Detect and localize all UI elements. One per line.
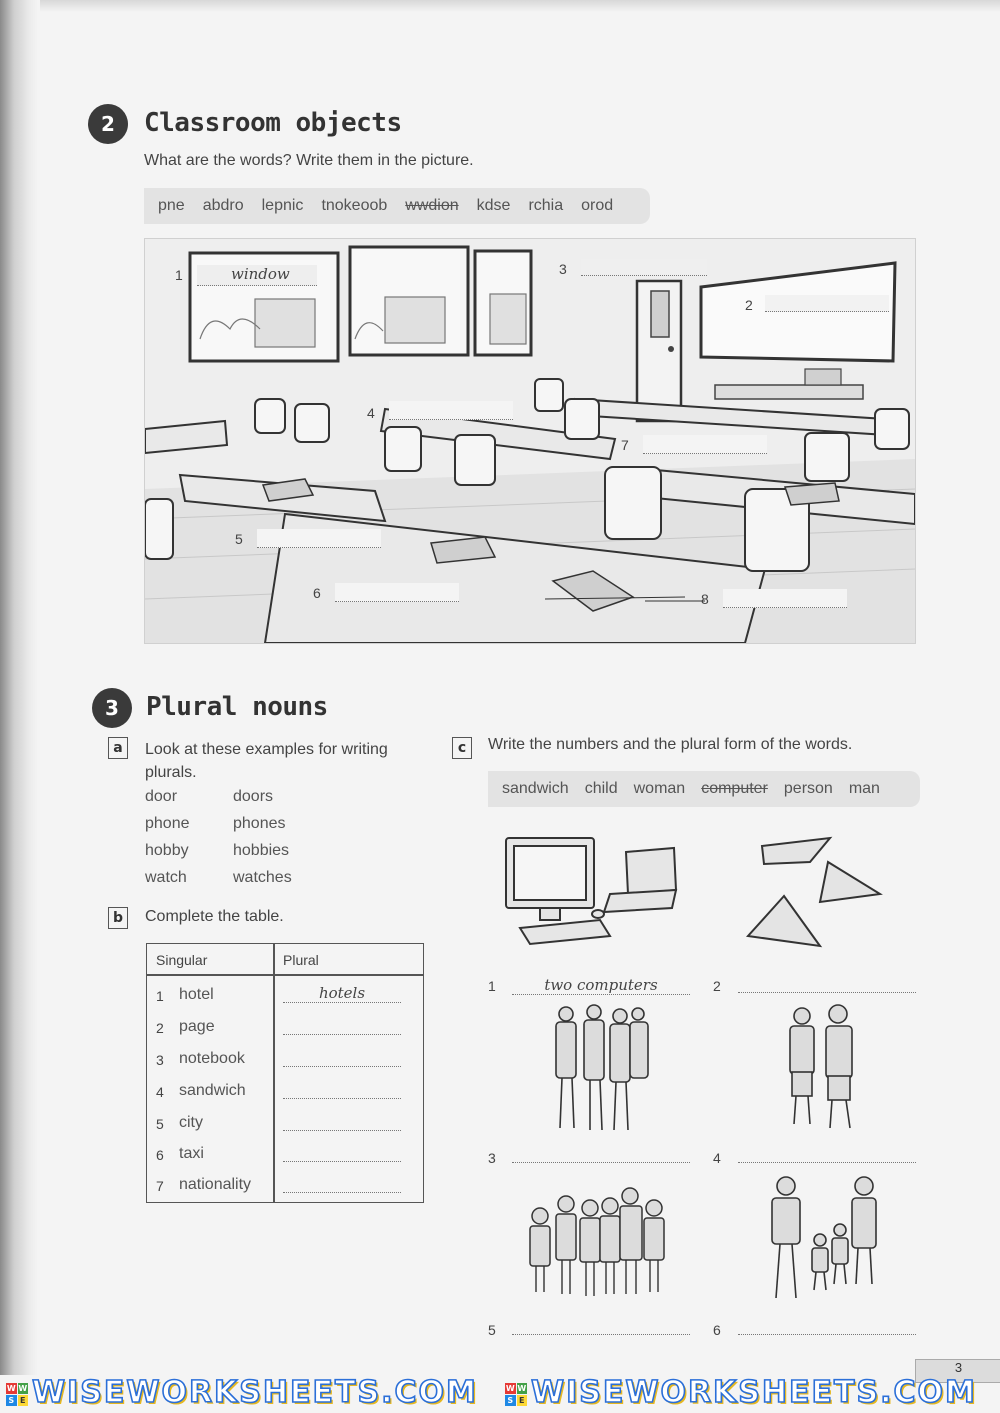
watermark-text: WISEWORKSHEETS.COM (32, 1375, 478, 1410)
picture-number: 5 (488, 1322, 496, 1338)
classroom-label-number: 3 (559, 261, 567, 277)
logo-letter: W (505, 1384, 515, 1393)
table-row (147, 1048, 423, 1078)
picture-answer-blank[interactable] (738, 1146, 916, 1163)
men-picture (550, 1002, 650, 1136)
scan-top-edge (40, 0, 1000, 12)
exercise-c-letter: c (452, 737, 472, 759)
classroom-answer-blank[interactable] (389, 401, 513, 420)
row-answer-example: hotels (318, 984, 366, 1002)
section-2-badge: 2 (88, 104, 128, 144)
row-answer-blank[interactable] (283, 984, 401, 1003)
classroom-label-number: 4 (367, 405, 375, 421)
watermark-bar (0, 1360, 1000, 1413)
exercise-b-letter: b (108, 907, 128, 929)
picture-answer-blank[interactable] (738, 976, 916, 993)
section-3-badge: 3 (92, 688, 132, 728)
row-answer-blank[interactable] (283, 1016, 401, 1035)
table-row (147, 1112, 423, 1142)
example-plural: doors (233, 788, 274, 805)
example-singular: watch (145, 869, 187, 886)
exercise-c-word-box (488, 771, 920, 807)
plural-word: person (783, 780, 833, 797)
section-2-instruction: What are the words? Write them in the picture. (144, 152, 474, 169)
table-row (147, 1080, 423, 1110)
classroom-label-number: 2 (745, 297, 753, 313)
exercise-a-letter: a (108, 737, 128, 759)
classroom-label-number: 7 (621, 437, 629, 453)
classroom-answer-example: window (231, 265, 290, 283)
plural-example-row (145, 869, 345, 896)
picture-answer-example: two computers (544, 976, 658, 994)
table-header-singular: Singular (156, 952, 208, 968)
row-number: 7 (156, 1178, 164, 1194)
row-answer-blank[interactable] (283, 1112, 401, 1131)
plural-table (146, 943, 424, 1203)
logo-letter: E (517, 1395, 528, 1406)
row-number: 5 (156, 1116, 164, 1132)
computers-picture (500, 832, 680, 956)
scrambled-word: rchia (528, 197, 564, 214)
classroom-answer-blank[interactable] (765, 295, 889, 312)
page-number: 3 (915, 1359, 1000, 1383)
picture-number: 2 (713, 978, 721, 994)
exercise-a-instruction: Look at these examples for writing plurals. (145, 741, 388, 781)
row-answer-blank[interactable] (283, 1080, 401, 1099)
wiseworksheets-logo-icon (505, 1383, 527, 1405)
row-singular: page (179, 1018, 215, 1035)
plural-word: sandwich (502, 780, 569, 797)
picture-number: 1 (488, 978, 496, 994)
example-plural: hobbies (233, 842, 290, 859)
logo-letter: S (505, 1395, 516, 1406)
plural-word: child (584, 780, 618, 797)
example-singular: hobby (145, 842, 189, 859)
logo-letter: E (18, 1395, 29, 1406)
plural-examples (145, 788, 345, 896)
picture-answer-blank[interactable] (738, 1318, 916, 1335)
picture-number: 3 (488, 1150, 496, 1166)
row-number: 1 (156, 988, 164, 1004)
example-plural: watches (233, 869, 292, 886)
section-2-title: Classroom objects (144, 108, 402, 138)
picture-answer-blank[interactable] (512, 976, 690, 995)
classroom-answer-blank[interactable] (723, 589, 847, 608)
scrambled-word: abdro (202, 197, 244, 214)
plural-example-row (145, 815, 345, 842)
plural-example-row (145, 842, 345, 869)
sandwiches-picture (740, 832, 890, 956)
women-picture (780, 1002, 870, 1136)
logo-letter: S (6, 1395, 17, 1406)
page-binding-shadow (0, 0, 38, 1413)
table-header-plural: Plural (283, 952, 319, 968)
classroom-answer-blank[interactable] (581, 259, 707, 276)
classroom-label-number: 8 (701, 591, 709, 607)
example-singular: phone (145, 815, 190, 832)
scrambled-word: lepnic (261, 197, 304, 214)
example-plural: phones (233, 815, 286, 832)
table-row (147, 984, 423, 1014)
scrambled-word: pne (158, 197, 185, 214)
table-row (147, 1174, 423, 1200)
wiseworksheets-logo-icon (6, 1383, 28, 1405)
row-number: 3 (156, 1052, 164, 1068)
row-singular: sandwich (179, 1082, 246, 1099)
scrambled-word: kdse (476, 197, 511, 214)
picture-number: 6 (713, 1322, 721, 1338)
picture-answer-blank[interactable] (512, 1146, 690, 1163)
example-singular: door (145, 788, 178, 805)
classroom-answer-blank[interactable] (257, 529, 381, 548)
exercise-c-instruction: Write the numbers and the plural form of the words. (488, 736, 853, 753)
row-singular: hotel (179, 986, 214, 1003)
table-row (147, 1016, 423, 1046)
logo-letter: W (517, 1384, 527, 1393)
children-picture (526, 1182, 672, 1302)
plural-word-crossed-out: computer (701, 780, 768, 797)
watermark-text: WISEWORKSHEETS.COM (531, 1375, 977, 1410)
row-singular: taxi (179, 1145, 204, 1162)
logo-letter: W (6, 1384, 16, 1393)
classroom-illustration (144, 238, 916, 644)
picture-number: 4 (713, 1150, 721, 1166)
plural-example-row (145, 788, 345, 815)
section-3-title: Plural nouns (146, 692, 328, 722)
picture-answer-blank[interactable] (512, 1318, 690, 1335)
classroom-answer-blank[interactable] (643, 435, 767, 454)
row-singular: nationality (179, 1176, 252, 1193)
classroom-label-number: 5 (235, 531, 243, 547)
scrambled-word: tnokeoob (321, 197, 388, 214)
row-answer-blank[interactable] (283, 1048, 401, 1067)
scrambled-word-crossed-out: wwdion (405, 197, 459, 214)
plural-word: man (848, 780, 880, 797)
classroom-label-number: 1 (175, 267, 183, 283)
row-number: 4 (156, 1084, 164, 1100)
classroom-answer-blank[interactable] (335, 583, 459, 602)
row-number: 6 (156, 1147, 164, 1163)
section-2-word-box (144, 188, 650, 224)
row-singular: city (179, 1114, 203, 1131)
table-row (147, 1143, 423, 1173)
row-number: 2 (156, 1020, 164, 1036)
logo-letter: W (18, 1384, 28, 1393)
plural-word: woman (633, 780, 686, 797)
row-answer-blank[interactable] (283, 1143, 401, 1162)
row-answer-blank[interactable] (283, 1174, 401, 1193)
table-header-divider (147, 974, 423, 976)
family-picture (764, 1174, 894, 1306)
classroom-label-number: 6 (313, 585, 321, 601)
scrambled-word: orod (581, 197, 614, 214)
exercise-b-instruction: Complete the table. (145, 908, 284, 925)
row-singular: notebook (179, 1050, 245, 1067)
classroom-answer-blank[interactable] (197, 265, 317, 286)
